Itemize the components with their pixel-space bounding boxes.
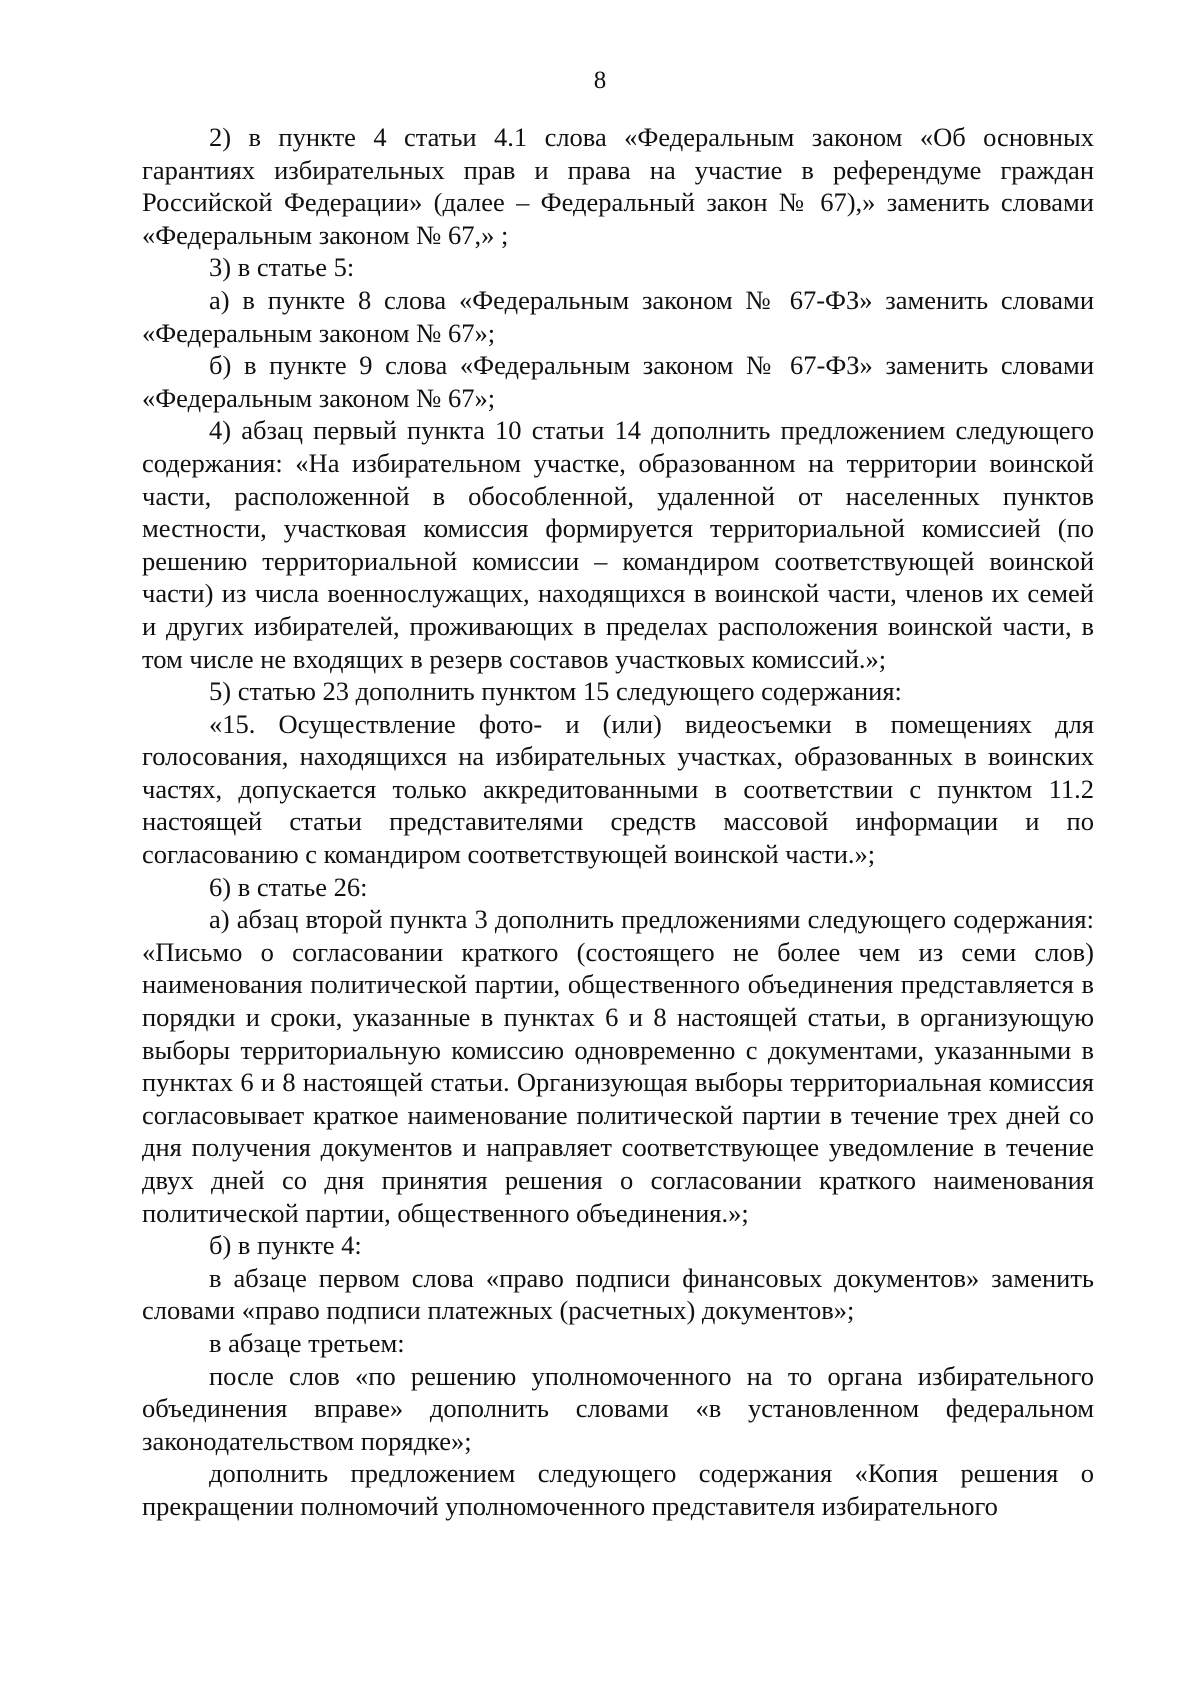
document-body <box>142 121 1094 1523</box>
paragraph-6b-third-after: после слов «по решению уполномоченного на то органа избирательного объединения вправе» дополнить словами «в установленном федеральном законодательством порядке»; <box>142 1360 1094 1456</box>
paragraph-6b: б) в пункте 4: <box>209 1230 362 1261</box>
paragraph-2: 2) в пункте 4 статьи 4.1 слова «Федеральным законом «Об основных гарантиях избирательных прав и права на участие в референдуме граждан Российской Федерации» (далее – Федеральный закон № 67),» заменить словами «Федеральным законом № 67,» ; <box>142 122 1094 250</box>
paragraph-4: 4) абзац первый пункта 10 статьи 14 дополнить предложением следующего содержания: «На избирательном участке, образованном на территории воинской части, расположенной в обособленной, удаленной от населенных пунктов местности, участковая комиссия формируется территориальной комиссией (по решению территориальной комиссии – командиром соответствующей воинской части) из числа военнослужащих, находящихся в воинской части, членов их семей и других избирателей, проживающих в пределах расположения воинской части, в том числе не входящих в резерв составов участковых комиссий.»; <box>142 415 1094 674</box>
paragraph-3b: б) в пункте 9 слова «Федеральным законом № 67-ФЗ» заменить словами «Федеральным законом № 67»; <box>142 350 1094 413</box>
paragraph-5: 5) статью 23 дополнить пунктом 15 следующего содержания: <box>209 676 902 707</box>
page-number: 8 <box>593 67 607 94</box>
paragraph-6a: а) абзац второй пункта 3 дополнить предложениями следующего содержания: «Письмо о согласовании краткого (состоящего не более чем из семи слов) наименования политической партии, общественного объединения представляется в порядки и сроки, указанные в пунктах 6 и 8 настоящей статьи, в организующую выборы территориальную комиссию одновременно с документами, указанными в пунктах 6 и 8 настоящей статьи. Организующая выборы территориальная комиссия согласовывает краткое наименование политической партии в течение трех дней со дня получения документов и направляет соответствующее уведомление в течение двух дней со дня принятия решения о согласовании краткого наименования политической партии, общественного объединения.»; <box>142 904 1094 1228</box>
paragraph-6: 6) в статье 26: <box>209 871 368 902</box>
paragraph-5-point-15: «15. Осуществление фото- и (или) видеосъемки в помещениях для голосования, находящихся на избирательных участках, образованных в воинских частях, допускается только аккредитованными в соответствии с пунктом 11.2 настоящей статьи представителями средств массовой информации и по согласованию с командиром соответствующей воинской части.»; <box>142 708 1094 870</box>
paragraph-6b-third-add: дополнить предложением следующего содержания «Копия решения о прекращении полномочий уполномоченного представителя избирательного <box>142 1458 1094 1521</box>
paragraph-3: 3) в статье 5: <box>209 252 355 283</box>
paragraph-3a: а) в пункте 8 слова «Федеральным законом № 67-ФЗ» заменить словами «Федеральным законом № 67»; <box>142 284 1094 348</box>
paragraph-6b-first: в абзаце первом слова «право подписи финансовых документов» заменить словами «право подписи платежных (расчетных) документов»; <box>142 1262 1094 1326</box>
paragraph-6b-third: в абзаце третьем: <box>209 1327 405 1358</box>
